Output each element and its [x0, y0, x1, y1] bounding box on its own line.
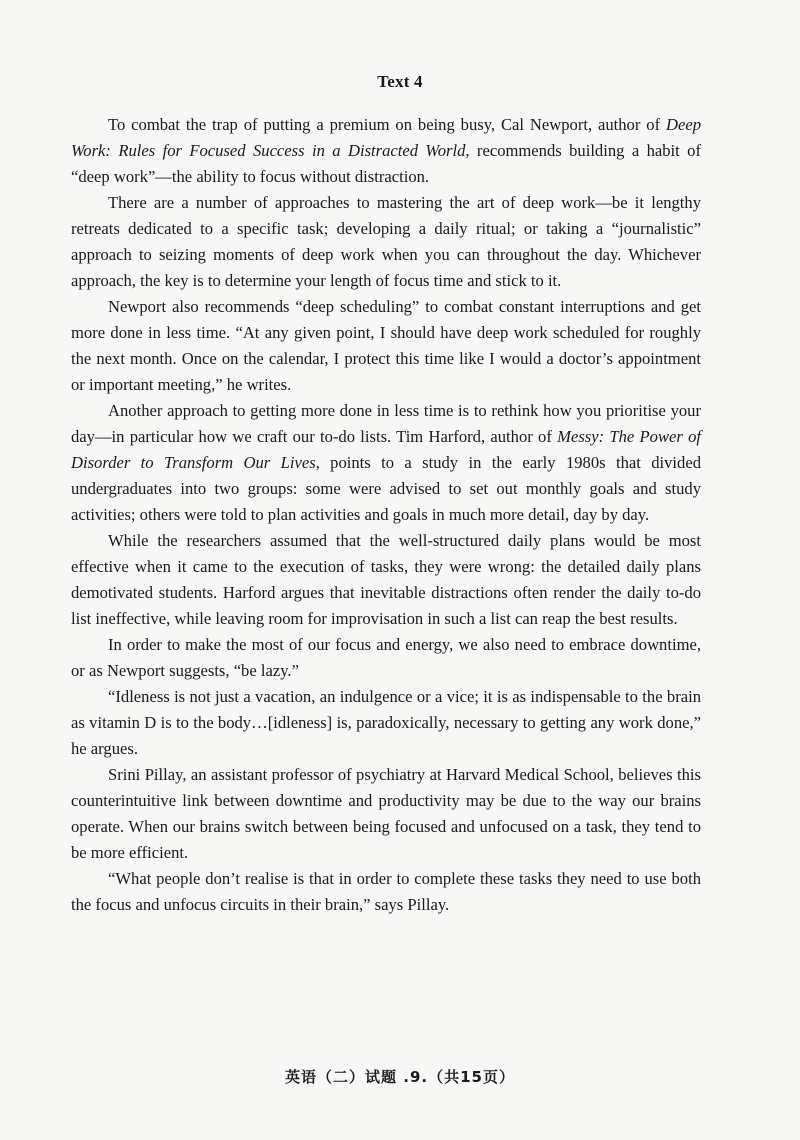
paragraph [71, 112, 701, 190]
passage-body [71, 112, 701, 918]
paragraph-text: , points to a study in the early 1980s that divided undergraduates into two groups: some were advised to set out monthly goals and study activities; others were told to plan activities and goals in much more detail, day by day. [71, 453, 701, 524]
paragraph [71, 632, 701, 684]
paragraph-text: Newport also recommends “deep scheduling” to combat constant interruptions and get more done in less time. “At any given point, I should have deep work scheduled for roughly the next month. Once on the calendar, I protect this time like I would a doctor’s appointment or important meeting,” he writes. [71, 297, 701, 394]
paragraph-text: “What people don’t realise is that in order to complete these tasks they need to use both the focus and unfocus circuits in their brain,” says Pillay. [71, 869, 701, 914]
book-title: Messy: The Power of Disorder to Transform Our Lives [71, 427, 702, 472]
paragraph-text: Another approach to getting more done in less time is to rethink how you prioritise your day—in particular how we craft our to-do lists. Tim Harford, author of [71, 401, 701, 446]
paragraph [71, 866, 701, 918]
paragraph [71, 294, 701, 398]
paragraph-text: While the researchers assumed that the well-structured daily plans would be most effective when it came to the execution of tasks, they were wrong: the detailed daily plans demotivated students. Harford argues that inevitable distractions often render the daily to-do list ineffective, while leaving room for improvisation in such a list can reap the best results. [71, 531, 701, 628]
paragraph [71, 684, 701, 762]
paragraph-text: , recommends building a habit of “deep work”—the ability to focus without distraction. [71, 141, 701, 186]
paragraph-text: In order to make the most of our focus and energy, we also need to embrace downtime, or as Newport suggests, “be lazy.” [71, 635, 701, 680]
paragraph [71, 762, 701, 866]
paragraph-text: Srini Pillay, an assistant professor of psychiatry at Harvard Medical School, believes this counterintuitive link between downtime and productivity may be due to the way our brains operate. When our brains switch between being focused and unfocused on a task, they tend to be more efficient. [71, 765, 701, 862]
paragraph [71, 398, 701, 528]
paragraph-text: “Idleness is not just a vacation, an indulgence or a vice; it is as indispensable to the brain as vitamin D is to the body…[idleness] is, paradoxically, necessary to getting any work done,” he argues. [71, 687, 701, 758]
paragraph-text: To combat the trap of putting a premium on being busy, Cal Newport, author of [108, 115, 666, 134]
page-title: Text 4 [377, 72, 423, 91]
paragraph-text: There are a number of approaches to mastering the art of deep work—be it lengthy retreats dedicated to a specific task; developing a daily ritual; or taking a “journalistic” approach to seizing moments of deep work when you can throughout the day. Whichever approach, the key is to determine your length of focus time and stick to it. [71, 193, 701, 290]
book-title: Deep Work: Rules for Focused Success in a Distracted World [71, 115, 701, 160]
paragraph [71, 528, 701, 632]
page-footer: 英语（二）试题 .9.（共15页） [285, 1068, 515, 1086]
paragraph [71, 190, 701, 294]
